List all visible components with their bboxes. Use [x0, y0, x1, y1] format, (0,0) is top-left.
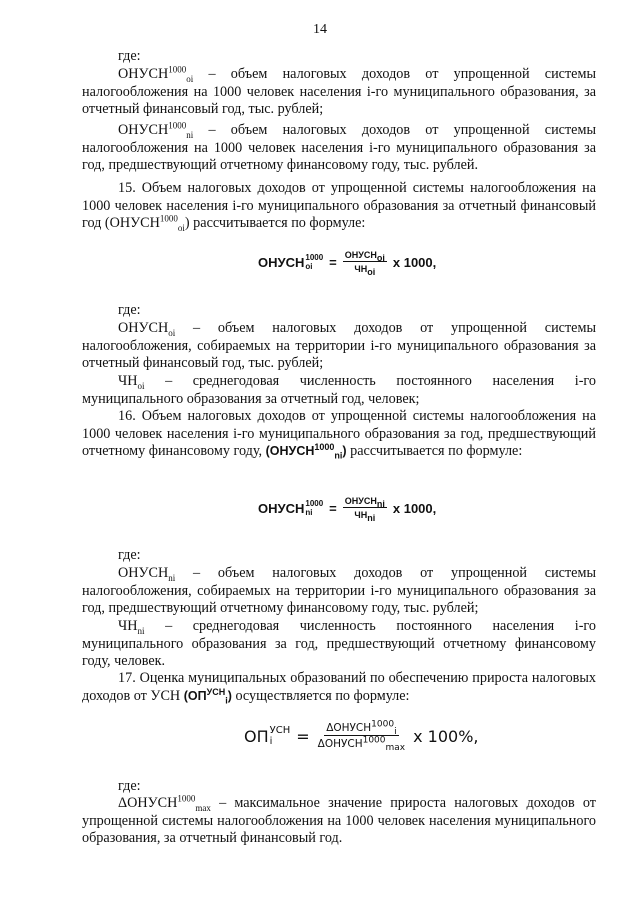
page-number: 14 — [313, 22, 327, 37]
where-label-1: где: — [118, 48, 141, 64]
formula-onusn-ni: ОНУСН 1000 ni = $\frac{ОНУСН_{ni}}{ЧН_{ni}}$ x 1000, — [258, 496, 437, 523]
definition-onusn1000-ni: $ОНУСН^{1000}_{ni}$ – объем налоговых доходов от упрощенной системы налогообложения на 1000 человек населения i-го муниципального образования за год, предшествующий отчетному финансовому году, тыс. рублей. — [82, 120, 596, 173]
formula-onusn-oi: ОНУСН 1000 oi = $\frac{ОНУСН_{oi}}{ЧН_{oi}}$ x 1000, — [258, 250, 437, 277]
fraction: $\frac{ОНУСН_{ni}}{ЧН_{ni}}$ — [344, 496, 385, 523]
where-label-3: где: — [118, 547, 141, 563]
clause-16: 16. Объем налоговых доходов от упрощенной системы налогообложения на 1000 человек населения i-го муниципального образования за год, предшествующий отчетному финансовому году, $(ОНУСН^{1000}_{ni})$ рассчитывается по формуле: — [82, 408, 596, 461]
clause-15: 15. Объем налоговых доходов от упрощенной системы налогообложения на 1000 человек населения i-го муниципального образования за отчетный финансовый год $(ОНУСН^{1000}_{oi})$ рассчитывается по формуле: — [82, 180, 596, 233]
where-label-4: где: — [118, 778, 141, 794]
definition-onusn1000-oi: $ОНУСН^{1000}_{oi}$ – объем налоговых доходов от упрощенной системы налогообложения на 1000 человек населения i-го муниципального образования, за отчетный финансовый год, тыс. рублей; — [82, 64, 596, 117]
definition-onusn-ni: $ОНУСН_{ni}$ – объем налоговых доходов от упрощенной системы налогообложения, собираемых на территории i-го муниципального образования за год, предшествующий отчетному финансовому году, тыс. рублей; — [82, 565, 596, 616]
definition-delta-onusn-max: $\Delta ОНУСН^{1000}_{max}$ – максимальное значение прироста налоговых доходов от упрощенной системы налогообложения на 1000 человек населения муниципального образования, за отчетный финансовый год. — [82, 793, 596, 846]
definition-onusn-oi: $ОНУСН_{oi}$ – объем налоговых доходов от упрощенной системы налогообложения, собираемых на территории i-го муниципального образования за отчетный финансовый год, тыс. рублей; — [82, 320, 596, 371]
formula-op-usn: ОП УСН i = $\frac{\Delta ОНУСН^{1000}_i}{\Delta ОНУСН^{1000}_{max}}$ x 100%, — [244, 719, 479, 754]
definition-chn-oi: $ЧН_{oi}$ – среднегодовая численность постоянного населения i-го муниципального образования за отчетный год, человек; — [82, 373, 596, 407]
where-label-2: где: — [118, 302, 141, 318]
definition-chn-ni: $ЧН_{ni}$ – среднегодовая численность постоянного населения i-го муниципального образования за год, предшествующий отчетному финансовому году, человек. — [82, 618, 596, 669]
fraction: $\frac{ОНУСН_{oi}}{ЧН_{oi}}$ — [344, 250, 385, 277]
fraction: $\frac{\Delta ОНУСН^{1000}_i}{\Delta ОНУСН^{1000}_{max}}$ — [317, 719, 406, 754]
clause-17: 17. Оценка муниципальных образований по обеспечению прироста налоговых доходов от УСН $(ОП^{УСН}_i)$ осуществляется по формуле: — [82, 670, 596, 705]
